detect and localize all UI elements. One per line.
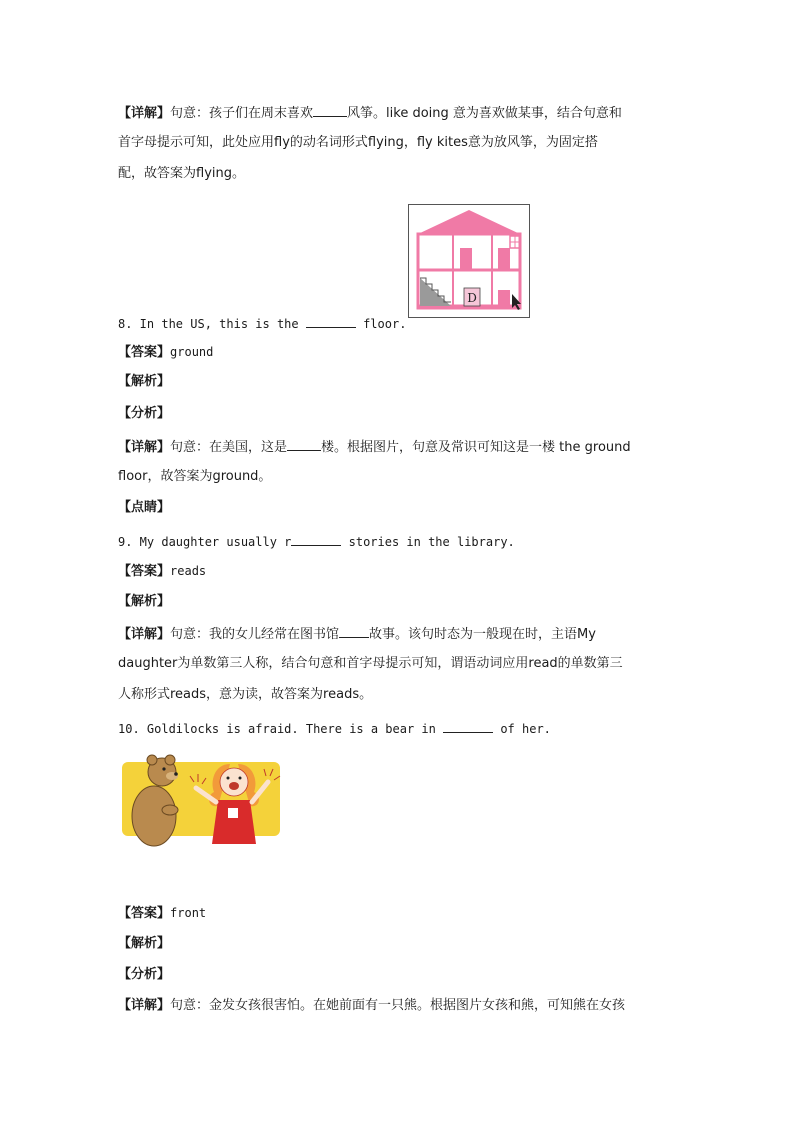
answer-value: reads (170, 564, 207, 578)
q9-question (118, 531, 678, 552)
house-floor-figure (408, 204, 530, 318)
q8-analysis-tag: 【解析】 (118, 374, 171, 389)
door-label: D (467, 291, 477, 305)
answer-blank (291, 531, 341, 546)
q10-detail-line-1 (118, 996, 678, 1016)
detail-tag: 【详解】 (118, 106, 171, 121)
answer-blank (306, 313, 356, 328)
q9-detail-text-b: 故事。该句时态为一般现在时，主语My (369, 627, 596, 642)
detail-tag: 【详解】 (118, 440, 171, 455)
q10-question (118, 718, 678, 739)
q7-detail-line-1 (118, 102, 678, 124)
q9-question-text-b: stories in the library. (341, 535, 515, 549)
q7-detail-text-b: 风筝。like doing 意为喜欢做某事，结合句意和 (347, 106, 622, 121)
q9-question-text-a: 9. My daughter usually r (118, 535, 292, 549)
q10-detail-text: 句意：金发女孩很害怕。在她前面有一只熊。根据图片女孩和熊，可知熊在女孩 (170, 998, 626, 1013)
q8-answer (118, 342, 678, 363)
q9-detail-line-2: daughter为单数第三人称，结合句意和首字母提示可知，谓语动词应用read的单数第三 (118, 656, 623, 671)
detail-tag: 【详解】 (118, 627, 171, 642)
q8-fenxi-tag: 【分析】 (118, 406, 171, 421)
q10-question-text-a: 10. Goldilocks is afraid. There is a bear in (118, 722, 444, 736)
q10-question-text-b: of her. (493, 722, 551, 736)
answer-blank (313, 102, 347, 117)
q9-detail-text-a: 句意：我的女儿经常在图书馆 (170, 627, 340, 642)
q9-detail-line-3: 人称形式reads，意为读，故答案为reads。 (118, 687, 373, 702)
q8-detail-text-b: 楼。根据图片，句意及常识可知这是一楼 the ground (321, 440, 631, 455)
q8-question-text-b: floor. (355, 317, 407, 331)
q8-question-text-a: 8. In the US, this is the (118, 317, 306, 331)
detail-tag: 【详解】 (118, 998, 171, 1013)
q9-answer (118, 561, 678, 582)
q8-detail-text-a: 句意：在美国，这是 (170, 440, 288, 455)
answer-blank (443, 718, 493, 733)
q10-answer (118, 903, 678, 924)
q8-detail-line-1 (118, 436, 678, 458)
q8-question (118, 313, 678, 334)
q8-dianjing-tag: 【点睛】 (118, 500, 171, 515)
answer-tag: 【答案】 (118, 564, 171, 579)
q9-detail-line-1 (118, 623, 678, 645)
q7-detail-text-a: 句意：孩子们在周末喜欢 (170, 106, 314, 121)
answer-tag: 【答案】 (118, 345, 171, 360)
q9-analysis-tag: 【解析】 (118, 594, 171, 609)
q10-fenxi-tag: 【分析】 (118, 967, 171, 982)
answer-value: front (170, 906, 207, 920)
q8-detail-line-2: floor，故答案为ground。 (118, 469, 272, 484)
q7-detail-line-2: 首字母提示可知，此处应用fly的动名词形式flying，fly kites意为放风筝，为固定搭 (118, 135, 598, 150)
answer-blank (287, 436, 321, 451)
bear-and-girl-figure (118, 752, 284, 848)
answer-value: ground (170, 345, 214, 359)
q7-detail-line-3: 配，故答案为flying。 (118, 166, 245, 181)
answer-blank (339, 623, 369, 638)
answer-tag: 【答案】 (118, 906, 171, 921)
q10-analysis-tag: 【解析】 (118, 936, 171, 951)
